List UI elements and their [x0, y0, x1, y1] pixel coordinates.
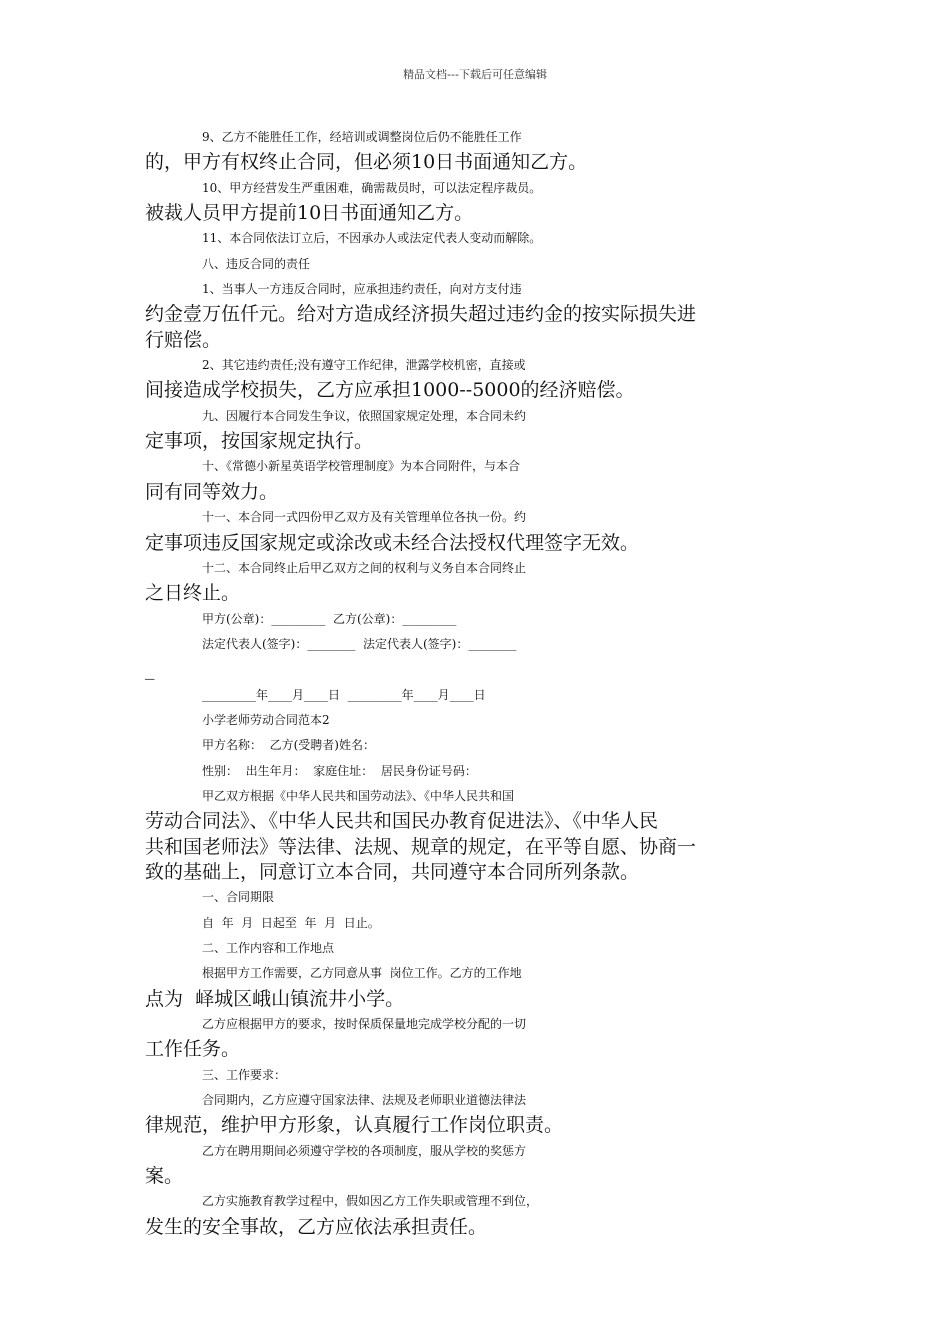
- text-line: 一、合同期限: [202, 890, 275, 905]
- text-line: 9、乙方不能胜任工作，经培训或调整岗位后仍不能胜任工作: [202, 130, 522, 144]
- text-line: 律规范，维护甲方形象，认真履行工作岗位职责。: [145, 1114, 564, 1137]
- text-line: 甲方(公章)：_________ 乙方(公章)：_________: [202, 611, 457, 626]
- text-line: 2、其它违约责任;没有遵守工作纪律，泄露学校机密，直接或: [202, 358, 526, 373]
- text-line: 点为 峄城区峨山镇流井小学。: [145, 987, 405, 1010]
- document-body: [145, 125, 807, 1240]
- text-line: 根据甲方工作需要，乙方同意从事 岗位工作。乙方的工作地: [202, 966, 522, 981]
- text-line: 的，甲方有权终止合同，但必须10日书面通知乙方。: [145, 151, 588, 174]
- text-line: 工作任务。: [145, 1038, 241, 1061]
- text-line: 行赔偿。: [145, 328, 222, 351]
- text-line: 八、违反合同的责任: [202, 256, 311, 271]
- text-line: 被裁人员甲方提前10日书面通知乙方。: [145, 202, 474, 225]
- text-line: 甲方名称： 乙方(受聘者)姓名：: [202, 738, 375, 753]
- text-line: 十一、本合同一式四份甲乙双方及有关管理单位各执一份。约: [202, 510, 527, 525]
- text-line: 约金壹万伍仟元。给对方造成经济损失超过违约金的按实际损失进: [145, 303, 697, 326]
- text-line: 合同期内，乙方应遵守国家法律、法规及老师职业道德法律法: [202, 1093, 527, 1108]
- text-line: 共和国老师法》等法律、法规、规章的规定，在平等自愿、协商一: [145, 835, 697, 858]
- text-line: _________年____月____日 _________年____月____日: [202, 687, 486, 702]
- text-line: 乙方应根据甲方的要求，按时保质保量地完成学校分配的一切: [202, 1017, 527, 1032]
- text-line: 案。: [145, 1165, 184, 1188]
- text-line: 性别： 出生年月： 家庭住址： 居民身份证号码：: [202, 763, 477, 778]
- text-line: 二、工作内容和工作地点: [202, 941, 335, 955]
- text-line: 定事项违反国家规定或涂改或未经合法授权代理签字无效。: [145, 531, 640, 554]
- text-line: 致的基础上，同意订立本合同，共同遵守本合同所列条款。: [145, 860, 640, 883]
- text-line: 自 年 月 日起至 年 月 日止。: [202, 915, 380, 930]
- text-line: 劳动合同法》、《中华人民共和国民办教育促进法》、《中华人民: [145, 810, 659, 833]
- text-line: 发生的安全事故，乙方应依法承担责任。: [145, 1215, 488, 1238]
- text-line: 乙方实施教育教学过程中，假如因乙方工作失职或管理不到位，: [202, 1194, 539, 1209]
- text-line: 1、当事人一方违反合同时，应承担违约责任，向对方支付违: [202, 282, 522, 297]
- text-line: 九、因履行本合同发生争议，依照国家规定处理，本合同未约: [202, 408, 527, 423]
- text-line: 同有同等效力。: [145, 480, 279, 503]
- text-line: 三、工作要求：: [202, 1067, 287, 1082]
- text-line: 甲乙双方根据《中华人民共和国劳动法》、《中华人民共和国: [202, 788, 515, 803]
- text-line: 十、《常德小新星英语学校管理制度》为本合同附件，与本合: [202, 459, 521, 474]
- text-line: 乙方在聘用期间必须遵守学校的各项制度，服从学校的奖惩方: [202, 1143, 527, 1158]
- text-line: 11、本合同依法订立后，不因承办人或法定代表人变动而解除。: [202, 231, 542, 246]
- text-line: _: [145, 658, 155, 681]
- text-line: 小学老师劳动合同范本2: [202, 712, 330, 727]
- text-line: 之日终止。: [145, 582, 241, 605]
- page-header: 精品文档---下载后可任意编辑: [403, 68, 547, 81]
- text-line: 定事项，按国家规定执行。: [145, 430, 374, 453]
- text-line: 10、甲方经营发生严重困难，确需裁员时，可以法定程序裁员。: [202, 180, 542, 195]
- text-line: 十二、本合同终止后甲乙双方之间的权利与义务自本合同终止: [202, 560, 527, 575]
- text-line: 法定代表人(签字)：________ 法定代表人(签字)：________: [202, 636, 517, 651]
- text-line: 间接造成学校损失，乙方应承担1000--5000的经济赔偿。: [145, 379, 635, 402]
